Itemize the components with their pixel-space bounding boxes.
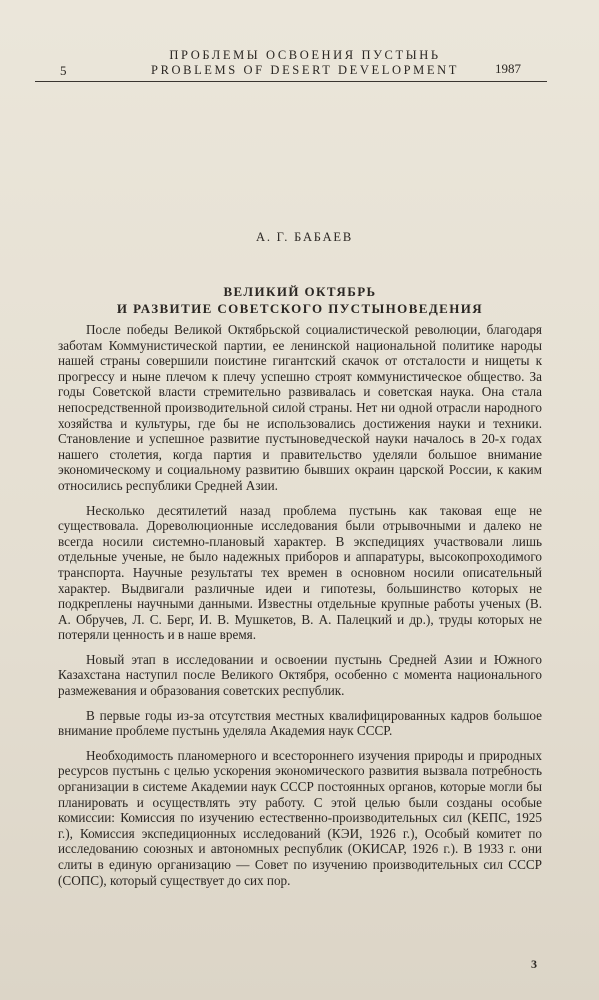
article-title-line-1: ВЕЛИКИЙ ОКТЯБРЬ [223, 284, 377, 299]
paragraph: В первые годы из-за отсутствия местных квалифицированных кадров большое внимание проблеме пустынь уделяла Академия наук СССР. [58, 707, 542, 739]
publication-year: 1987 [495, 61, 521, 76]
article-body [58, 322, 542, 897]
paragraph: После победы Великой Октябрьской социалистической революции, благодаря заботам Коммунистической партии, ее ленинской национальной политике народы нашей страны совершили поистине гигантский скачок от отсталости и нищеты к прогрессу и ныне плечом к плечу успешно строят коммунистическое общество. За годы Советской власти стремительно развивалась и советская наука. Она стала непосредственной производительной силой страны. Нет ни одной отрасли народного хозяйства и культуры, где бы не использовались достижения науки и техники. Становление и успешное развитие пустыноведческой науки началось в 20-х годах нашего столетия, когда партия и правительство уделяли большое внимание экономическому и социальному развитию бывших окраин царской России, к каким относились республики Средней Азии. [58, 322, 542, 493]
page-number: 3 [531, 957, 537, 971]
running-header [60, 44, 540, 84]
article-title-line-2: И РАЗВИТИЕ СОВЕТСКОГО ПУСТЫНОВЕДЕНИЯ [116, 301, 484, 316]
article-author: А. Г. БАБАЕВ [256, 230, 353, 244]
journal-title-en: PROBLEMS OF DESERT DEVELOPMENT [151, 63, 459, 77]
header-rule [35, 81, 547, 82]
paragraph: Необходимость планомерного и всестороннего изучения природы и природных ресурсов пустынь с целью ускорения экономического развития вызвала потребность организации в системе Академии наук СССР постоянных органов, которые могли бы планировать и осуществлять эту работу. С этой целью были созданы особые комиссии: Комиссия по изучению естественно-производительных сил (КЕПС, 1925 г.), Комиссия экспедиционных исследований (КЭИ, 1926 г.), Особый комитет по исследованию союзных и автономных республик (ОКИСАР, 1926 г.). В 1933 г. они слиты в единую организацию — Совет по изучению производительных сил СССР (СОПС), который существует до сих пор. [58, 747, 542, 888]
article-title [60, 283, 540, 317]
issue-number: 5 [60, 63, 67, 78]
paragraph: Новый этап в исследовании и освоении пустынь Средней Азии и Южного Казахстана наступил после Великого Октября, особенно с момента национального размежевания и образования советских республик. [58, 651, 542, 699]
journal-title-ru: ПРОБЛЕМЫ ОСВОЕНИЯ ПУСТЫНЬ [169, 48, 441, 62]
paragraph: Несколько десятилетий назад проблема пустынь как таковая еще не существовала. Дореволюционные исследования были отрывочными и далеко не всегда носили системно-плановый характер. В экспедициях участвовали лишь отдельные ученые, не было надежных приборов и аппаратуры, высокопроходимого транспорта. Научные результаты тех времен в основном носили описательный характер. Выдвигали различные идеи и гипотезы, большинство которых не подкреплены научными данными. Известны отдельные крупные работы ученых (В. А. Обручев, Л. С. Берг, И. В. Мушкетов, В. А. Палецкий и др.), труды которых не потеряли ценность и в наше время. [58, 502, 542, 643]
